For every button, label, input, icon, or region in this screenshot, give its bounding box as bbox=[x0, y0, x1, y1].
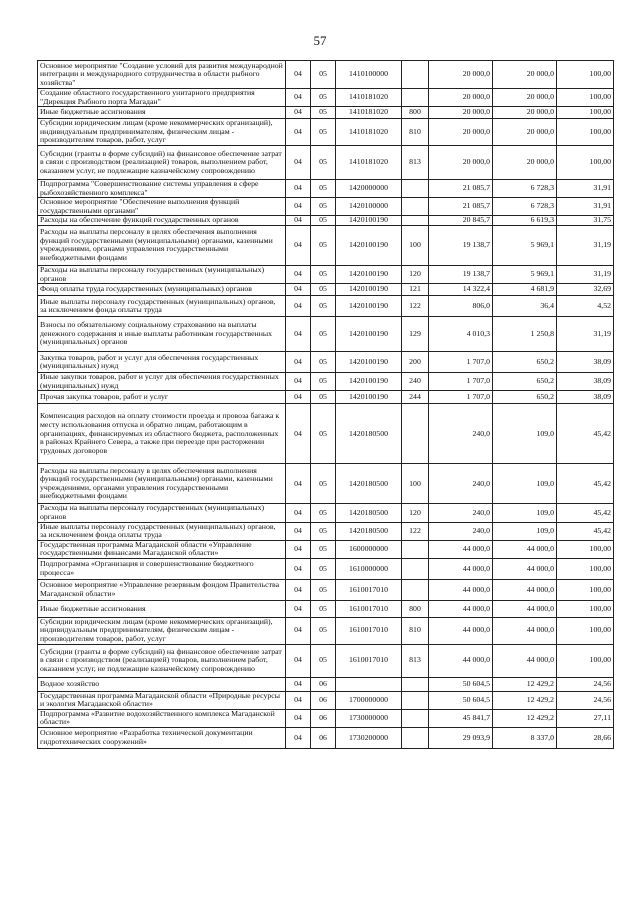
row-subsection: 05 bbox=[311, 540, 336, 558]
row-section: 04 bbox=[286, 119, 311, 146]
row-target-article: 1420180500 bbox=[336, 464, 402, 504]
row-target-article: 1610000000 bbox=[336, 558, 402, 579]
row-expense-type bbox=[402, 579, 429, 600]
row-subsection: 05 bbox=[311, 391, 336, 404]
row-subsection: 05 bbox=[311, 265, 336, 283]
table-row bbox=[38, 522, 614, 540]
row-actual-amount: 5 969,1 bbox=[493, 265, 557, 283]
row-section: 04 bbox=[286, 179, 311, 197]
row-section: 04 bbox=[286, 107, 311, 119]
row-percent: 24,56 bbox=[557, 691, 614, 709]
row-section: 04 bbox=[286, 145, 311, 179]
row-plan-amount: 20 000,0 bbox=[429, 119, 493, 146]
table-row bbox=[38, 600, 614, 617]
row-name: Основное мероприятие «Управление резервным фондом Правительства Магаданской области» bbox=[38, 579, 286, 600]
row-name: Водное хозяйство bbox=[38, 677, 286, 691]
row-actual-amount: 12 429,2 bbox=[493, 709, 557, 727]
row-section: 04 bbox=[286, 284, 311, 296]
table-row bbox=[38, 61, 614, 89]
row-name: Субсидии (гранты в форме субсидий) на финансовое обеспечение затрат в связи с производством (реализацией) товаров, выполнением работ, оказанием услуг, не подлежащие казначейскому сопровождению bbox=[38, 145, 286, 179]
row-name: Иные бюджетные ассигнования bbox=[38, 107, 286, 119]
row-plan-amount: 1 707,0 bbox=[429, 391, 493, 404]
row-target-article: 1410100000 bbox=[336, 61, 402, 89]
row-plan-amount: 240,0 bbox=[429, 522, 493, 540]
row-expense-type bbox=[402, 558, 429, 579]
table-row bbox=[38, 216, 614, 226]
row-section: 04 bbox=[286, 216, 311, 226]
row-target-article: 1410181020 bbox=[336, 119, 402, 146]
row-section: 04 bbox=[286, 296, 311, 317]
row-section: 04 bbox=[286, 579, 311, 600]
row-expense-type: 810 bbox=[402, 119, 429, 146]
row-target-article: 1410181020 bbox=[336, 145, 402, 179]
table-row bbox=[38, 284, 614, 296]
row-plan-amount: 14 322,4 bbox=[429, 284, 493, 296]
row-target-article: 1420100190 bbox=[336, 391, 402, 404]
row-percent: 38,09 bbox=[557, 373, 614, 391]
row-percent: 100,00 bbox=[557, 107, 614, 119]
row-actual-amount: 650,2 bbox=[493, 373, 557, 391]
row-subsection: 05 bbox=[311, 198, 336, 216]
row-plan-amount: 44 000,0 bbox=[429, 644, 493, 677]
table-row bbox=[38, 373, 614, 391]
row-percent: 45,42 bbox=[557, 522, 614, 540]
row-target-article: 1420100190 bbox=[336, 373, 402, 391]
row-percent: 31,19 bbox=[557, 265, 614, 283]
row-section: 04 bbox=[286, 61, 311, 89]
row-name: Субсидии юридическим лицам (кроме некоммерческих организаций), индивидуальным предпринимателям, физическим лицам - производителям товаров, работ, услуг bbox=[38, 119, 286, 146]
row-percent: 100,00 bbox=[557, 61, 614, 89]
row-percent: 28,66 bbox=[557, 728, 614, 749]
table-row bbox=[38, 225, 614, 265]
row-percent: 45,42 bbox=[557, 504, 614, 522]
row-section: 04 bbox=[286, 677, 311, 691]
row-plan-amount: 44 000,0 bbox=[429, 558, 493, 579]
row-plan-amount: 19 138,7 bbox=[429, 265, 493, 283]
row-target-article: 1420180500 bbox=[336, 522, 402, 540]
row-percent: 24,56 bbox=[557, 677, 614, 691]
row-plan-amount: 21 085,7 bbox=[429, 198, 493, 216]
row-section: 04 bbox=[286, 404, 311, 464]
row-subsection: 05 bbox=[311, 504, 336, 522]
row-section: 04 bbox=[286, 540, 311, 558]
row-percent: 100,00 bbox=[557, 600, 614, 617]
row-subsection: 05 bbox=[311, 225, 336, 265]
row-name: Подпрограмма "Совершенствование системы управления в сфере рыбохозяйственного комплекса" bbox=[38, 179, 286, 197]
row-subsection: 05 bbox=[311, 464, 336, 504]
row-section: 04 bbox=[286, 89, 311, 107]
row-subsection: 05 bbox=[311, 61, 336, 89]
row-subsection: 06 bbox=[311, 709, 336, 727]
row-actual-amount: 44 000,0 bbox=[493, 558, 557, 579]
row-expense-type bbox=[402, 540, 429, 558]
row-expense-type: 120 bbox=[402, 265, 429, 283]
row-percent: 38,09 bbox=[557, 391, 614, 404]
row-target-article bbox=[336, 677, 402, 691]
row-actual-amount: 36,4 bbox=[493, 296, 557, 317]
row-target-article: 1420100190 bbox=[336, 265, 402, 283]
row-expense-type: 122 bbox=[402, 522, 429, 540]
row-name: Расходы на выплаты персоналу в целях обеспечения выполнения функций государственными (муниципальными) органами, казенными учреждениями, органами управления государственными внебюджетными фондами bbox=[38, 225, 286, 265]
row-percent: 100,00 bbox=[557, 579, 614, 600]
row-subsection: 05 bbox=[311, 89, 336, 107]
row-actual-amount: 109,0 bbox=[493, 522, 557, 540]
row-target-article: 1420100000 bbox=[336, 198, 402, 216]
table-row bbox=[38, 540, 614, 558]
row-expense-type: 129 bbox=[402, 317, 429, 352]
row-percent: 45,42 bbox=[557, 464, 614, 504]
row-expense-type bbox=[402, 677, 429, 691]
row-percent: 31,19 bbox=[557, 317, 614, 352]
row-percent: 31,91 bbox=[557, 179, 614, 197]
row-plan-amount: 1 707,0 bbox=[429, 352, 493, 373]
row-actual-amount: 109,0 bbox=[493, 504, 557, 522]
row-plan-amount: 19 138,7 bbox=[429, 225, 493, 265]
row-plan-amount: 44 000,0 bbox=[429, 617, 493, 644]
row-name: Расходы на выплаты персоналу государственных (муниципальных) органов bbox=[38, 504, 286, 522]
row-target-article: 1420180500 bbox=[336, 504, 402, 522]
row-expense-type bbox=[402, 691, 429, 709]
row-name: Основное мероприятие "Обеспечение выполнения функций государственными органами" bbox=[38, 198, 286, 216]
row-actual-amount: 6 619,3 bbox=[493, 216, 557, 226]
row-target-article: 1610017010 bbox=[336, 579, 402, 600]
row-section: 04 bbox=[286, 373, 311, 391]
row-section: 04 bbox=[286, 352, 311, 373]
row-section: 04 bbox=[286, 558, 311, 579]
row-actual-amount: 4 681,9 bbox=[493, 284, 557, 296]
row-name: Фонд оплаты труда государственных (муниципальных) органов bbox=[38, 284, 286, 296]
table-row bbox=[38, 198, 614, 216]
row-subsection: 05 bbox=[311, 352, 336, 373]
row-actual-amount: 44 000,0 bbox=[493, 540, 557, 558]
table-row bbox=[38, 504, 614, 522]
row-expense-type: 813 bbox=[402, 145, 429, 179]
row-subsection: 05 bbox=[311, 145, 336, 179]
row-subsection: 05 bbox=[311, 284, 336, 296]
row-expense-type bbox=[402, 728, 429, 749]
row-plan-amount: 1 707,0 bbox=[429, 373, 493, 391]
row-percent: 45,42 bbox=[557, 404, 614, 464]
row-section: 04 bbox=[286, 265, 311, 283]
row-subsection: 05 bbox=[311, 179, 336, 197]
row-percent: 27,11 bbox=[557, 709, 614, 727]
row-subsection: 05 bbox=[311, 119, 336, 146]
row-percent: 38,09 bbox=[557, 352, 614, 373]
row-target-article: 1610017010 bbox=[336, 600, 402, 617]
table-row bbox=[38, 404, 614, 464]
row-expense-type: 120 bbox=[402, 504, 429, 522]
row-actual-amount: 12 429,2 bbox=[493, 677, 557, 691]
row-actual-amount: 8 337,0 bbox=[493, 728, 557, 749]
table-row bbox=[38, 691, 614, 709]
row-section: 04 bbox=[286, 644, 311, 677]
row-percent: 100,00 bbox=[557, 145, 614, 179]
table-row bbox=[38, 617, 614, 644]
page-number: 57 bbox=[313, 33, 327, 48]
row-section: 04 bbox=[286, 504, 311, 522]
row-target-article: 1610017010 bbox=[336, 617, 402, 644]
row-subsection: 05 bbox=[311, 644, 336, 677]
table-row bbox=[38, 644, 614, 677]
row-section: 04 bbox=[286, 709, 311, 727]
row-expense-type: 200 bbox=[402, 352, 429, 373]
row-expense-type: 240 bbox=[402, 373, 429, 391]
row-name: Расходы на обеспечение функций государственных органов bbox=[38, 216, 286, 226]
row-target-article: 1730000000 bbox=[336, 709, 402, 727]
row-target-article: 1420100190 bbox=[336, 352, 402, 373]
row-actual-amount: 1 250,8 bbox=[493, 317, 557, 352]
row-name: Субсидии юридическим лицам (кроме некоммерческих организаций), индивидуальным предпринимателям, физическим лицам - производителям товаров, работ, услуг bbox=[38, 617, 286, 644]
row-expense-type bbox=[402, 89, 429, 107]
row-percent: 100,00 bbox=[557, 540, 614, 558]
row-expense-type: 800 bbox=[402, 600, 429, 617]
row-name: Государственная программа Магаданской области «Природные ресурсы и экология Магаданской области» bbox=[38, 691, 286, 709]
row-actual-amount: 20 000,0 bbox=[493, 145, 557, 179]
row-section: 04 bbox=[286, 464, 311, 504]
row-expense-type: 121 bbox=[402, 284, 429, 296]
row-target-article: 1420100190 bbox=[336, 296, 402, 317]
row-name: Иные выплаты персоналу государственных (муниципальных) органов, за исключением фонда оплаты труда bbox=[38, 296, 286, 317]
row-expense-type: 122 bbox=[402, 296, 429, 317]
row-actual-amount: 20 000,0 bbox=[493, 119, 557, 146]
row-name: Иные закупки товаров, работ и услуг для обеспечения государственных (муниципальных) нужд bbox=[38, 373, 286, 391]
row-plan-amount: 20 000,0 bbox=[429, 89, 493, 107]
row-target-article: 1420000000 bbox=[336, 179, 402, 197]
table-row bbox=[38, 352, 614, 373]
row-name: Расходы на выплаты персоналу в целях обеспечения выполнения функций государственными (муниципальными) органами, казенными учреждениями, органами управления государственными внебюджетными фондами bbox=[38, 464, 286, 504]
table-row bbox=[38, 709, 614, 727]
row-expense-type bbox=[402, 198, 429, 216]
row-percent: 31,75 bbox=[557, 216, 614, 226]
row-subsection: 05 bbox=[311, 579, 336, 600]
row-plan-amount: 20 000,0 bbox=[429, 107, 493, 119]
row-target-article: 1420100190 bbox=[336, 317, 402, 352]
table-row bbox=[38, 464, 614, 504]
row-plan-amount: 44 000,0 bbox=[429, 540, 493, 558]
row-actual-amount: 12 429,2 bbox=[493, 691, 557, 709]
row-plan-amount: 806,0 bbox=[429, 296, 493, 317]
table-row bbox=[38, 391, 614, 404]
row-plan-amount: 45 841,7 bbox=[429, 709, 493, 727]
row-actual-amount: 6 728,3 bbox=[493, 198, 557, 216]
row-section: 04 bbox=[286, 522, 311, 540]
row-name: Закупка товаров, работ и услуг для обеспечения государственных (муниципальных) нужд bbox=[38, 352, 286, 373]
table-row bbox=[38, 179, 614, 197]
row-section: 04 bbox=[286, 391, 311, 404]
row-actual-amount: 20 000,0 bbox=[493, 61, 557, 89]
row-expense-type: 100 bbox=[402, 464, 429, 504]
row-expense-type: 800 bbox=[402, 107, 429, 119]
row-target-article: 1420180500 bbox=[336, 404, 402, 464]
row-plan-amount: 44 000,0 bbox=[429, 579, 493, 600]
row-actual-amount: 44 000,0 bbox=[493, 617, 557, 644]
row-actual-amount: 44 000,0 bbox=[493, 579, 557, 600]
row-actual-amount: 5 969,1 bbox=[493, 225, 557, 265]
row-name: Иные бюджетные ассигнования bbox=[38, 600, 286, 617]
row-percent: 100,00 bbox=[557, 558, 614, 579]
row-actual-amount: 109,0 bbox=[493, 464, 557, 504]
row-subsection: 05 bbox=[311, 522, 336, 540]
row-subsection: 05 bbox=[311, 216, 336, 226]
row-target-article: 1600000000 bbox=[336, 540, 402, 558]
row-target-article: 1410181020 bbox=[336, 89, 402, 107]
table-row bbox=[38, 728, 614, 749]
table-row bbox=[38, 579, 614, 600]
row-actual-amount: 44 000,0 bbox=[493, 644, 557, 677]
row-section: 04 bbox=[286, 617, 311, 644]
row-actual-amount: 650,2 bbox=[493, 352, 557, 373]
row-plan-amount: 50 604,5 bbox=[429, 691, 493, 709]
row-plan-amount: 21 085,7 bbox=[429, 179, 493, 197]
row-name: Основное мероприятие "Создание условий для развития международной интеграции и международного сотрудничества в области рыбного хозяйства" bbox=[38, 61, 286, 89]
row-target-article: 1610017010 bbox=[336, 644, 402, 677]
row-actual-amount: 44 000,0 bbox=[493, 600, 557, 617]
row-subsection: 05 bbox=[311, 373, 336, 391]
row-target-article: 1410181020 bbox=[336, 107, 402, 119]
row-subsection: 05 bbox=[311, 296, 336, 317]
row-name: Компенсация расходов на оплату стоимости проезда и провоза багажа к месту использования отпуска и обратно лицам, работающим в организациях, финансируемых из областного бюджета, расположенных в районах Крайнего Севера, а также при переезде при расторжении трудовых договоров bbox=[38, 404, 286, 464]
row-plan-amount: 240,0 bbox=[429, 504, 493, 522]
row-plan-amount: 20 845,7 bbox=[429, 216, 493, 226]
row-plan-amount: 4 010,3 bbox=[429, 317, 493, 352]
row-percent: 100,00 bbox=[557, 119, 614, 146]
row-section: 04 bbox=[286, 691, 311, 709]
row-expense-type: 810 bbox=[402, 617, 429, 644]
row-actual-amount: 650,2 bbox=[493, 391, 557, 404]
row-name: Государственная программа Магаданской области «Управление государственными финансами Магаданской области» bbox=[38, 540, 286, 558]
row-actual-amount: 20 000,0 bbox=[493, 89, 557, 107]
row-percent: 31,91 bbox=[557, 198, 614, 216]
row-expense-type bbox=[402, 61, 429, 89]
row-plan-amount: 44 000,0 bbox=[429, 600, 493, 617]
row-name: Субсидии (гранты в форме субсидий) на финансовое обеспечение затрат в связи с производством (реализацией) товаров, выполнением работ, оказанием услуг, не подлежащие казначейскому сопровождению bbox=[38, 644, 286, 677]
row-plan-amount: 29 093,9 bbox=[429, 728, 493, 749]
row-section: 04 bbox=[286, 728, 311, 749]
table-row bbox=[38, 119, 614, 146]
row-subsection: 05 bbox=[311, 558, 336, 579]
table-row bbox=[38, 317, 614, 352]
row-name: Основное мероприятие «Разработка технической документации гидротехнических сооружений» bbox=[38, 728, 286, 749]
row-section: 04 bbox=[286, 225, 311, 265]
row-actual-amount: 6 728,3 bbox=[493, 179, 557, 197]
row-expense-type bbox=[402, 216, 429, 226]
row-name: Иные выплаты персоналу государственных (муниципальных) органов, за исключением фонда оплаты труда bbox=[38, 522, 286, 540]
row-target-article: 1420100190 bbox=[336, 216, 402, 226]
row-target-article: 1420100190 bbox=[336, 225, 402, 265]
row-target-article: 1730200000 bbox=[336, 728, 402, 749]
row-subsection: 05 bbox=[311, 317, 336, 352]
table-row bbox=[38, 265, 614, 283]
table-row bbox=[38, 558, 614, 579]
row-subsection: 06 bbox=[311, 677, 336, 691]
row-name: Расходы на выплаты персоналу государственных (муниципальных) органов bbox=[38, 265, 286, 283]
row-percent: 100,00 bbox=[557, 644, 614, 677]
table-row bbox=[38, 677, 614, 691]
row-section: 04 bbox=[286, 600, 311, 617]
row-expense-type bbox=[402, 404, 429, 464]
row-name: Подпрограмма «Развитие водохозяйственного комплекса Магаданской области» bbox=[38, 709, 286, 727]
row-expense-type: 244 bbox=[402, 391, 429, 404]
row-percent: 31,19 bbox=[557, 225, 614, 265]
table-row bbox=[38, 89, 614, 107]
row-subsection: 05 bbox=[311, 617, 336, 644]
row-subsection: 05 bbox=[311, 404, 336, 464]
row-expense-type: 813 bbox=[402, 644, 429, 677]
row-plan-amount: 240,0 bbox=[429, 464, 493, 504]
budget-table bbox=[37, 60, 614, 749]
row-subsection: 06 bbox=[311, 728, 336, 749]
row-plan-amount: 50 604,5 bbox=[429, 677, 493, 691]
row-plan-amount: 20 000,0 bbox=[429, 145, 493, 179]
row-name: Прочая закупка товаров, работ и услуг bbox=[38, 391, 286, 404]
row-target-article: 1700000000 bbox=[336, 691, 402, 709]
row-plan-amount: 20 000,0 bbox=[429, 61, 493, 89]
row-percent: 100,00 bbox=[557, 617, 614, 644]
table-row bbox=[38, 296, 614, 317]
row-actual-amount: 109,0 bbox=[493, 404, 557, 464]
row-plan-amount: 240,0 bbox=[429, 404, 493, 464]
row-section: 04 bbox=[286, 198, 311, 216]
row-name: Взносы по обязательному социальному страхованию на выплаты денежного содержания и иные выплаты работникам государственных (муниципальных) органов bbox=[38, 317, 286, 352]
row-expense-type bbox=[402, 709, 429, 727]
row-name: Подпрограмма «Организация и совершенствование бюджетного процесса» bbox=[38, 558, 286, 579]
table-row bbox=[38, 145, 614, 179]
row-subsection: 06 bbox=[311, 691, 336, 709]
row-expense-type bbox=[402, 179, 429, 197]
row-actual-amount: 20 000,0 bbox=[493, 107, 557, 119]
row-percent: 4,52 bbox=[557, 296, 614, 317]
row-section: 04 bbox=[286, 317, 311, 352]
row-percent: 100,00 bbox=[557, 89, 614, 107]
row-expense-type: 100 bbox=[402, 225, 429, 265]
row-target-article: 1420100190 bbox=[336, 284, 402, 296]
row-subsection: 05 bbox=[311, 600, 336, 617]
row-name: Создание областного государственного унитарного предприятия "Дирекция Рыбного порта Магадан" bbox=[38, 89, 286, 107]
row-subsection: 05 bbox=[311, 107, 336, 119]
table-row bbox=[38, 107, 614, 119]
row-percent: 32,69 bbox=[557, 284, 614, 296]
